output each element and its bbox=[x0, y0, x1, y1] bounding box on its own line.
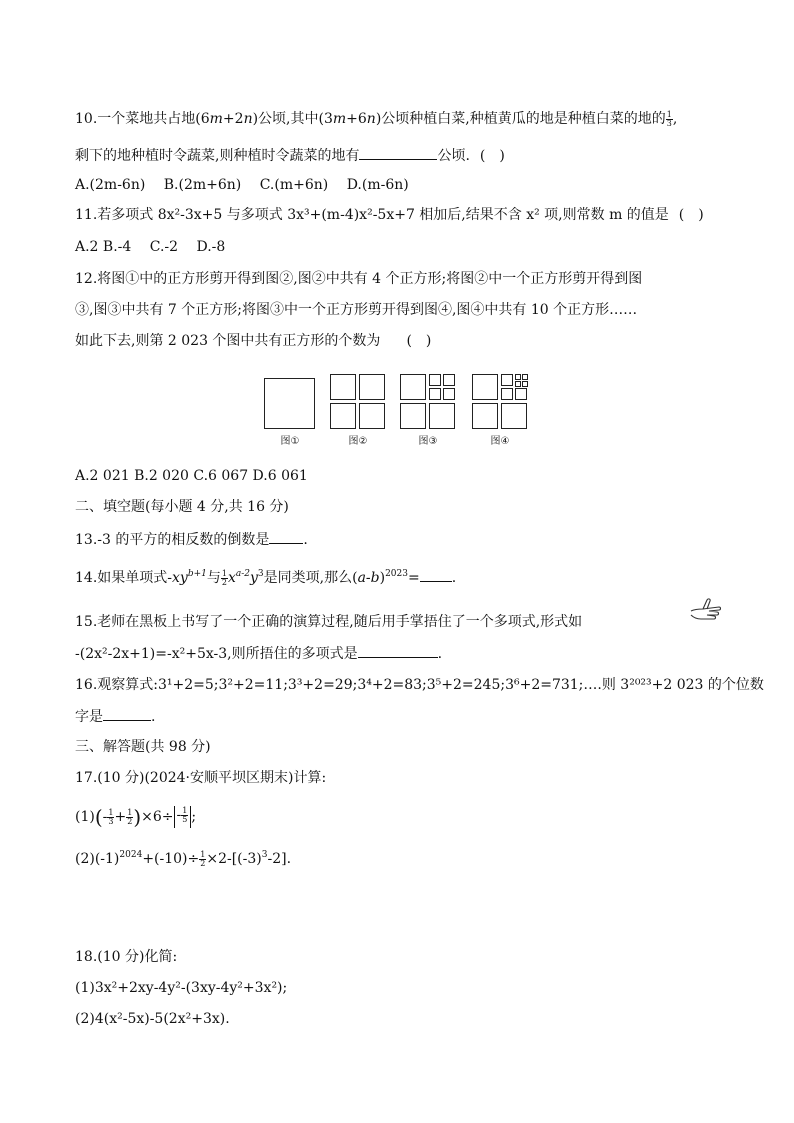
figure4-small-square bbox=[515, 388, 527, 400]
q14-text: 14.如果单项式$-xy^{b+1}$与 $\frac{1}{2}$ $x^{a-2}y^3$是同类项,那么$(a-b)^{2023}=$ . bbox=[75, 568, 457, 587]
fraction-one-half: $\frac{1}{2}$ bbox=[127, 807, 133, 826]
absolute-value: - $\frac{1}{5}$ bbox=[174, 806, 192, 828]
figure3-small-square bbox=[429, 374, 441, 386]
fraction-one-half: $\frac{1}{2}$ bbox=[200, 849, 206, 868]
section-heading-solve: 三、解答题(共 98 分) bbox=[75, 739, 211, 755]
figure3-small-square bbox=[443, 388, 455, 400]
figure4-square bbox=[501, 403, 527, 429]
figure4-tiny-square bbox=[522, 381, 528, 387]
section-heading-fill-in: 二、填空题(每小题 4 分,共 16 分) bbox=[75, 499, 289, 515]
figure3-square bbox=[429, 403, 455, 429]
figure2-square bbox=[359, 374, 385, 400]
q12-line1: 12.将图①中的正方形剪开得到图②,图②中共有 4 个正方形;将图②中一个正方形剪开得到图 bbox=[75, 271, 643, 287]
q12-line2: ③,图③中共有 7 个正方形;将图③中一个正方形剪开得到图④,图④中共有 10 个正方形…… bbox=[75, 302, 638, 318]
figure4-tiny-square bbox=[515, 381, 521, 387]
figure-caption: 图② bbox=[348, 436, 368, 447]
q18-part2: (2)4(x²-5x)-5(2x²+3x). bbox=[75, 1011, 230, 1027]
fraction-one-third: $\frac{1}{3}$ bbox=[108, 807, 114, 826]
q16-line1: 16.观察算式:3¹+2=5;3²+2=11;3³+2=29;3⁴+2=83;3⁵+2=245;3⁶+2=731;….则 3²⁰²³+2 023 的个位数 bbox=[75, 677, 764, 693]
q10-line2: 剩下的地种植时令蔬菜,则种植时令蔬菜的地有 公顷. ( ) bbox=[75, 148, 505, 164]
q15-line2: -(2x²-2x+1)=-x²+5x-3,则所捂住的多项式是 . bbox=[75, 646, 443, 662]
answer-blank[interactable] bbox=[359, 146, 437, 160]
q11-text: 11.若多项式 8x²-3x+5 与多项式 3x³+(m-4)x²-5x+7 相加后,结果不含 x² 项,则常数 m 的值是 ( ) bbox=[75, 207, 704, 223]
figure3-square bbox=[400, 403, 426, 429]
answer-blank[interactable] bbox=[103, 707, 151, 721]
figure4-tiny-square bbox=[515, 374, 521, 380]
figure3-small-square bbox=[429, 388, 441, 400]
q18-title: 18.(10 分)化简: bbox=[75, 949, 178, 965]
q16-line2: 字是 . bbox=[75, 709, 156, 725]
hand-palm-icon bbox=[689, 597, 723, 623]
fraction-one-third: $\frac{1}{3}$ bbox=[666, 109, 672, 128]
fraction-one-half: $\frac{1}{2}$ bbox=[221, 568, 227, 587]
figure4-square bbox=[472, 374, 498, 400]
q10-line1: 10.一个菜地共占地(6m+2n)公顷,其中(3m+6n)公顷种植白菜,种植黄瓜的地是种植白菜的地的 $\frac{1}{3}$ , bbox=[75, 109, 678, 128]
figure4-tiny-square bbox=[522, 374, 528, 380]
q17-part2: $(2)(-1)^{2024}+(-10)\div$ $\frac{1}{2}$ $\times 2-[(-3)^3-2]$. bbox=[75, 849, 292, 868]
q17-part1: (1)(- $\frac{1}{3}$ + $\frac{1}{2}$ )×6÷ - $\frac{1}{5}$ ; bbox=[75, 805, 197, 829]
figure1-square bbox=[264, 378, 315, 429]
figure-caption: 图③ bbox=[418, 436, 438, 447]
q11-options: A.2 B.-4 C.-2 D.-8 bbox=[75, 239, 226, 255]
answer-blank[interactable] bbox=[269, 530, 303, 544]
figure2-square bbox=[330, 403, 356, 429]
figure2-square bbox=[359, 403, 385, 429]
figure-caption: 图① bbox=[280, 436, 300, 447]
figure2-square bbox=[330, 374, 356, 400]
q17-title: 17.(10 分)(2024·安顺平坝区期末)计算: bbox=[75, 770, 327, 786]
square-figures bbox=[262, 372, 542, 448]
q18-part1: (1)3x²+2xy-4y²-(3xy-4y²+3x²); bbox=[75, 980, 288, 996]
figure4-small-square bbox=[501, 388, 513, 400]
figure3-small-square bbox=[443, 374, 455, 386]
q12-options: A.2 021 B.2 020 C.6 067 D.6 061 bbox=[75, 468, 308, 484]
q10-options: A.(2m-6n) B.(2m+6n) C.(m+6n) D.(m-6n) bbox=[75, 177, 409, 193]
q12-line3: 如此下去,则第 2 023 个图中共有正方形的个数为 ( ) bbox=[75, 333, 432, 349]
figure4-small-square bbox=[501, 374, 513, 386]
q13-text: 13.-3 的平方的相反数的倒数是 . bbox=[75, 532, 308, 548]
figure3-square bbox=[400, 374, 426, 400]
answer-blank[interactable] bbox=[420, 568, 452, 582]
q15-line1: 15.老师在黑板上书写了一个正确的演算过程,随后用手掌捂住了一个多项式,形式如 bbox=[75, 614, 583, 630]
figure-caption: 图④ bbox=[490, 436, 510, 447]
figure4-square bbox=[472, 403, 498, 429]
answer-blank[interactable] bbox=[358, 644, 438, 658]
fraction-one-fifth: $\frac{1}{5}$ bbox=[182, 805, 188, 824]
